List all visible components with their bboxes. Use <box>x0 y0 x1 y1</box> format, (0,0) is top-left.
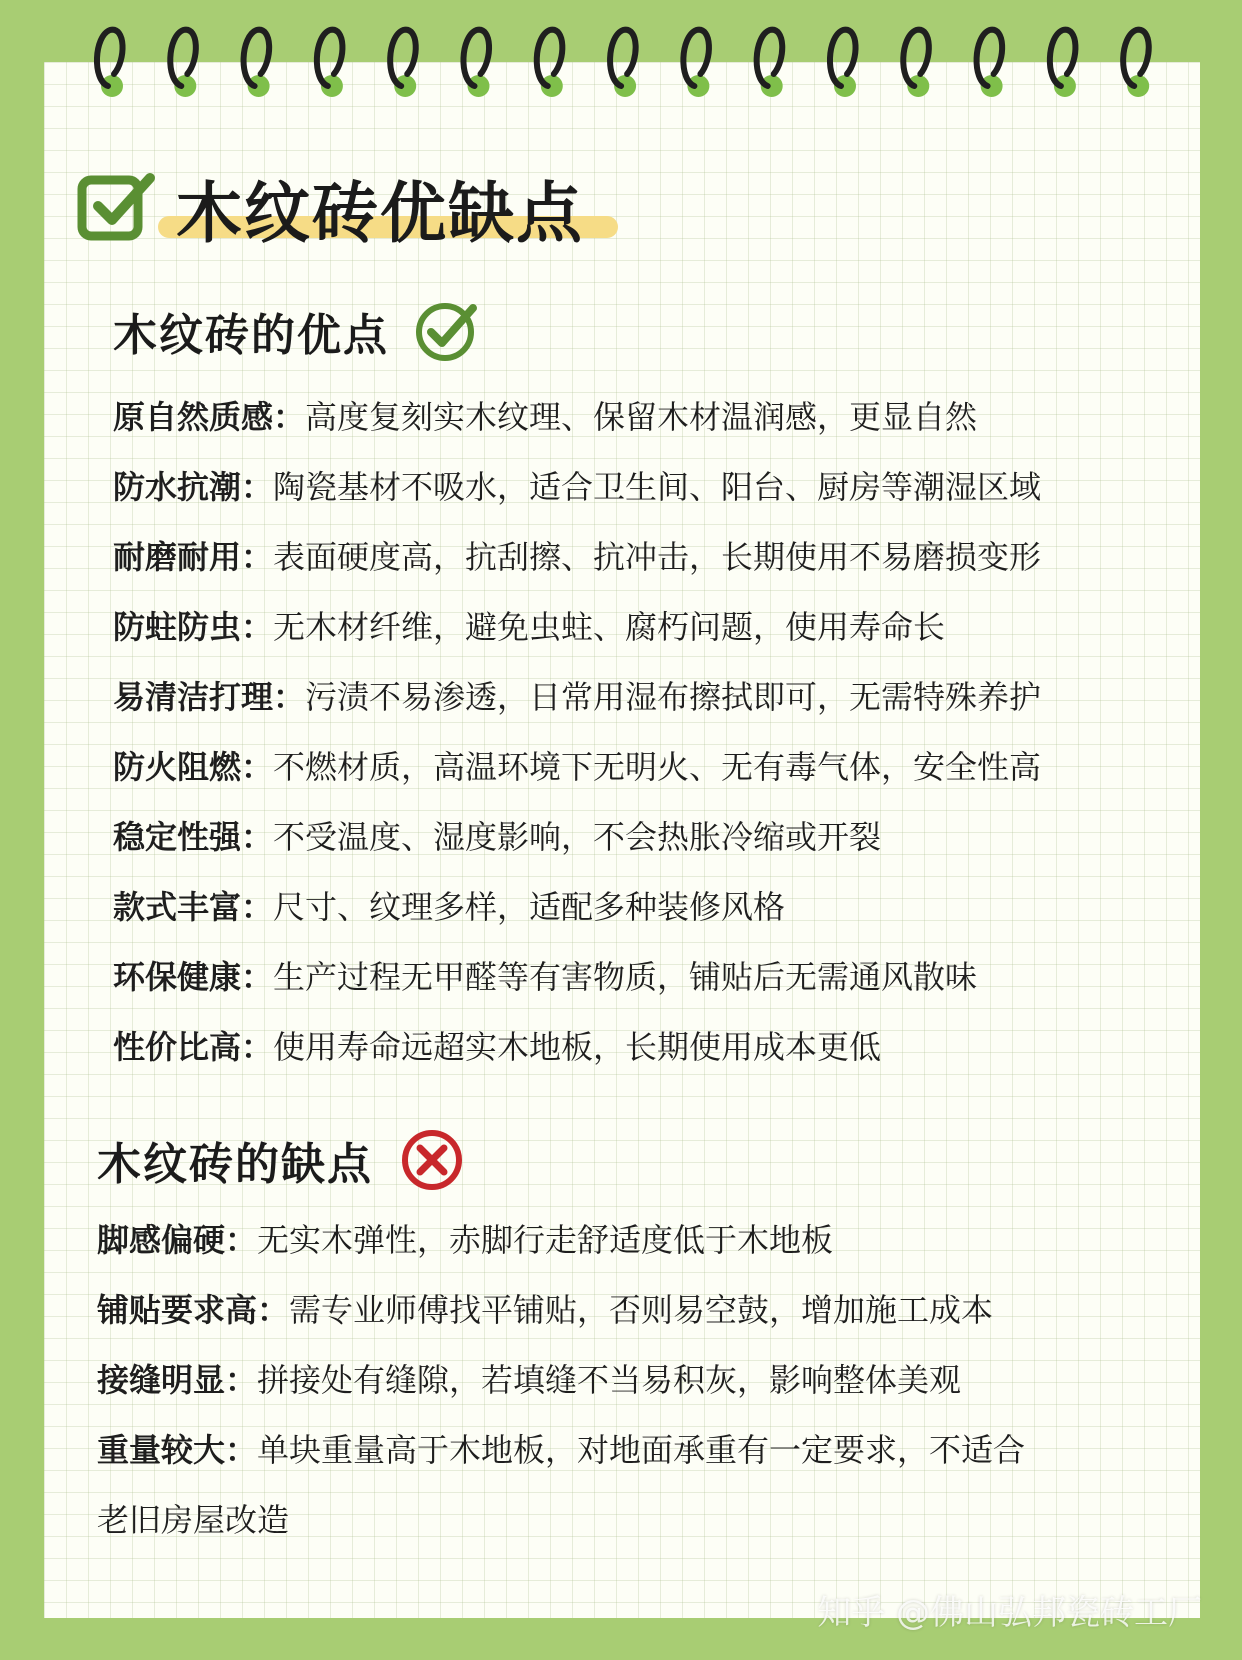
spiral-ring-icon <box>97 30 123 97</box>
item-key: 原自然质感： <box>113 398 306 436</box>
list-item <box>113 522 1133 592</box>
spiral-ring-icon <box>390 30 416 97</box>
x-circle-icon <box>397 1125 467 1195</box>
list-item <box>113 732 1133 802</box>
list-item <box>113 1012 1133 1082</box>
item-text: 陶瓷基材不吸水，适合卫生间、阳台、厨房等潮湿区域 <box>273 468 1042 506</box>
cons-list <box>97 1205 1137 1555</box>
list-item <box>97 1205 1137 1275</box>
spiral-ring-icon <box>537 30 563 97</box>
item-text: 需专业师傅找平铺贴，否则易空鼓，增加施工成本 <box>289 1291 994 1329</box>
spiral-ring-icon <box>244 30 270 97</box>
item-text: 表面硬度高，抗刮擦、抗冲击，长期使用不易磨损变形 <box>273 538 1042 576</box>
spiral-ring-icon <box>757 30 783 97</box>
list-item <box>97 1415 1137 1485</box>
spiral-ring-icon <box>1050 30 1076 97</box>
spiral-ring-icon <box>1123 30 1149 97</box>
item-key: 环保健康： <box>113 958 274 996</box>
item-text: 高度复刻实木纹理、保留木材温润感，更显自然 <box>305 398 978 436</box>
spiral-ring-icon <box>683 30 709 97</box>
check-circle-icon <box>413 296 483 366</box>
item-text: 不受温度、湿度影响，不会热胀冷缩或开裂 <box>273 818 882 856</box>
item-key: 重量较大： <box>97 1431 258 1469</box>
item-key: 防火阻燃： <box>113 748 274 786</box>
item-key: 耐磨耐用： <box>113 538 274 576</box>
item-key: 款式丰富： <box>113 888 274 926</box>
item-key: 易清洁打理： <box>113 678 306 716</box>
pros-list <box>113 382 1133 1082</box>
item-key: 防蛀防虫： <box>113 608 274 646</box>
item-key: 稳定性强： <box>113 818 274 856</box>
list-item <box>113 382 1133 452</box>
checkbox-icon <box>76 166 160 250</box>
item-text: 单块重量高于木地板，对地面承重有一定要求，不适合 <box>257 1431 1026 1469</box>
list-item <box>113 592 1133 662</box>
cons-continuation: 老旧房屋改造 <box>97 1501 290 1539</box>
list-item <box>113 802 1133 872</box>
cons-header <box>97 1125 467 1195</box>
spiral-binding <box>0 0 1242 110</box>
spiral-ring-icon <box>317 30 343 97</box>
item-key: 防水抗潮： <box>113 468 274 506</box>
pros-heading: 木纹砖的优点 <box>113 310 389 361</box>
item-text: 生产过程无甲醛等有害物质，铺贴后无需通风散味 <box>273 958 978 996</box>
item-key: 脚感偏硬： <box>97 1221 258 1259</box>
page-title: 木纹砖优缺点 <box>176 175 584 252</box>
spiral-ring-icon <box>830 30 856 97</box>
list-item <box>113 452 1133 522</box>
list-item <box>97 1275 1137 1345</box>
item-text: 无实木弹性，赤脚行走舒适度低于木地板 <box>257 1221 834 1259</box>
spiral-ring-icon <box>977 30 1003 97</box>
item-text: 无木材纤维，避免虫蛀、腐朽问题，使用寿命长 <box>273 608 946 646</box>
list-item <box>113 872 1133 942</box>
list-item <box>113 662 1133 732</box>
pros-header <box>113 296 483 366</box>
list-item <box>97 1345 1137 1415</box>
spiral-ring-icon <box>170 30 196 97</box>
item-key: 性价比高： <box>113 1028 274 1066</box>
list-item <box>113 942 1133 1012</box>
item-text: 不燃材质，高温环境下无明火、无有毒气体，安全性高 <box>273 748 1042 786</box>
item-text: 污渍不易渗透，日常用湿布擦拭即可，无需特殊养护 <box>305 678 1042 716</box>
item-text: 尺寸、纹理多样，适配多种装修风格 <box>273 888 786 926</box>
spiral-ring-icon <box>463 30 489 97</box>
item-key: 铺贴要求高： <box>97 1291 290 1329</box>
item-text: 使用寿命远超实木地板，长期使用成本更低 <box>273 1028 882 1066</box>
spiral-ring-icon <box>610 30 636 97</box>
cons-heading: 木纹砖的缺点 <box>97 1139 373 1190</box>
spiral-ring-icon <box>903 30 929 97</box>
item-text: 拼接处有缝隙，若填缝不当易积灰，影响整体美观 <box>257 1361 962 1399</box>
item-key: 接缝明显： <box>97 1361 258 1399</box>
watermark: 知乎 @佛山弘邦瓷砖工厂 <box>817 1593 1202 1633</box>
